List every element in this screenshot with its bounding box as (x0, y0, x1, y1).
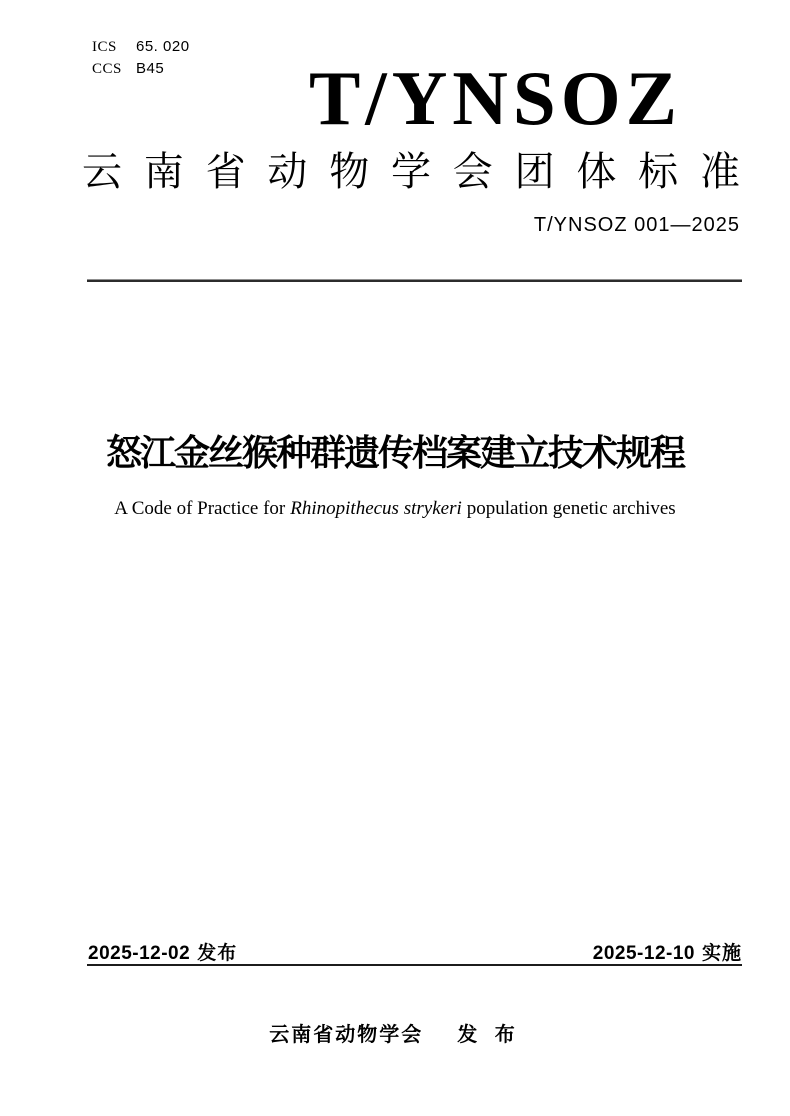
standard-number: T/YNSOZ 001—2025 (533, 214, 740, 236)
title-english-prefix: A Code of Practice for (114, 498, 286, 519)
release-date: 2025-12-02 (88, 943, 191, 964)
publish-action-label: 发 布 (457, 1024, 521, 1046)
publisher-row (0, 1018, 790, 1047)
implementation-label: 实施 (701, 943, 742, 964)
title-english-suffix: population genetic archives (466, 498, 676, 519)
document-title-chinese: 怒江金丝猴种群遗传档案建立技术规程 (105, 432, 684, 473)
ics-value: 65. 020 (136, 38, 190, 55)
release-label: 发布 (197, 943, 238, 964)
dates-row (88, 938, 742, 965)
implementation-date: 2025-12-10 (592, 943, 695, 964)
ccs-label: CCS (92, 61, 122, 77)
publisher-organization: 云南省动物学会 (269, 1024, 424, 1046)
implementation-date-group (593, 938, 742, 965)
classification-codes (92, 36, 190, 80)
species-name-italic: Rhinopithecus strykeri (290, 498, 462, 519)
standard-body-logo: T/YNSOZ (308, 55, 682, 141)
header-divider-line (87, 279, 742, 282)
ics-label: ICS (92, 39, 117, 55)
society-standard-heading: 云 南 省 动 物 学 会 团 体 标 准 (82, 150, 740, 194)
ccs-value: B45 (136, 60, 165, 77)
document-title-english (0, 498, 790, 520)
ics-code-row (92, 36, 190, 58)
ccs-code-row (92, 58, 190, 80)
footer-divider-line (87, 964, 742, 966)
release-date-group (88, 938, 237, 965)
